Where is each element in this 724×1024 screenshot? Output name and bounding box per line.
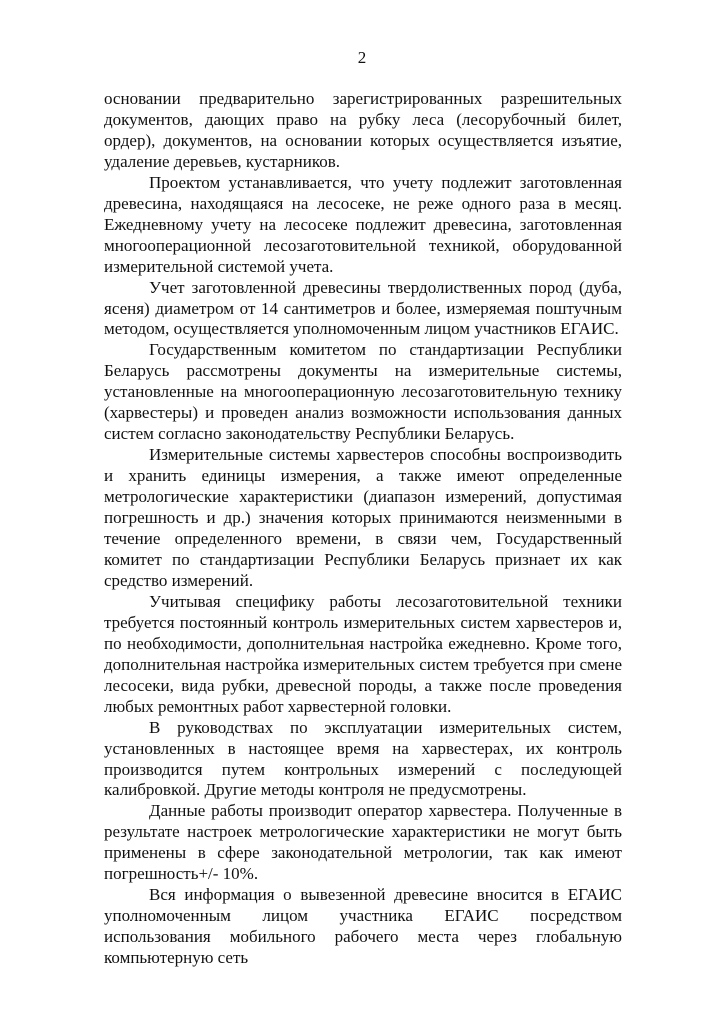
paragraph-equipment-specifics: Учитывая специфику работы лесозаготовительной техники требуется постоянный контроль измерительных систем харвестеров и, по необходимости, дополнительная настройка ежедневно. Кроме того, дополнительная настройка измерительных систем требуется при смене лесосеки, вида рубки, древесной породы, а также после проведения любых ремонтных работ харвестерной головки. <box>104 591 622 716</box>
paragraph-project-accounting: Проектом устанавливается, что учету подлежит заготовленная древесина, находящаяся на лесосеке, не реже одного раза в месяц. Ежедневному учету на лесосеке подлежит древесина, заготовленная многооперационной лесозаготовительной техникой, оборудованной измерительной системой учета. <box>104 172 622 276</box>
paragraph-hardwood-accounting: Учет заготовленной древесины твердолиственных пород (дуба, ясеня) диаметром от 14 сантиметров и более, измеряемая поштучным методом, осуществляется уполномоченным лицом участников ЕГАИС. <box>104 277 622 339</box>
paragraph-operation-manuals: В руководствах по эксплуатации измерительных систем, установленных в настоящее время на харвестерах, их контроль производится путем контрольных измерений с последующей калибровкой. Другие методы контроля не предусмотрены. <box>104 717 622 800</box>
paragraph-standardization-committee: Государственным комитетом по стандартизации Республики Беларусь рассмотрены документы на измерительные системы, установленные на многооперационную лесозаготовительную технику (харвестеры) и проведен анализ возможности использования данных систем согласно законодательству Республики Беларусь. <box>104 340 622 444</box>
paragraph-measuring-systems: Измерительные системы харвестеров способны воспроизводить и хранить единицы измерения, а также имеют определенные метрологические характеристики (диапазон измерений, допустимая погрешность и др.) значения которых принимаются неизменными в течение определенного времени, в связи чем, Государственный комитет по стандартизации Республики Беларусь признает их как средство измерений. <box>104 445 622 590</box>
paragraph-egais-information: Вся информация о вывезенной древесине вносится в ЕГАИС уполномоченным лицом участника ЕГАИС посредством использования мобильного рабочего места через глобальную компьютерную сеть <box>104 885 622 968</box>
document-body <box>104 89 622 969</box>
page-number: 2 <box>357 48 367 67</box>
paragraph-continuation: основании предварительно зарегистрированных разрешительных документов, дающих право на рубку леса (лесорубочный билет, ордер), документов, на основании которых осуществляется изъятие, удаление деревьев, кустарников. <box>104 89 622 171</box>
paragraph-operator-work: Данные работы производит оператор харвестера. Полученные в результате настроек метрологические характеристики не могут быть применены в сфере законодательной метрологии, так как имеют погрешность+/- 10%. <box>104 801 622 884</box>
